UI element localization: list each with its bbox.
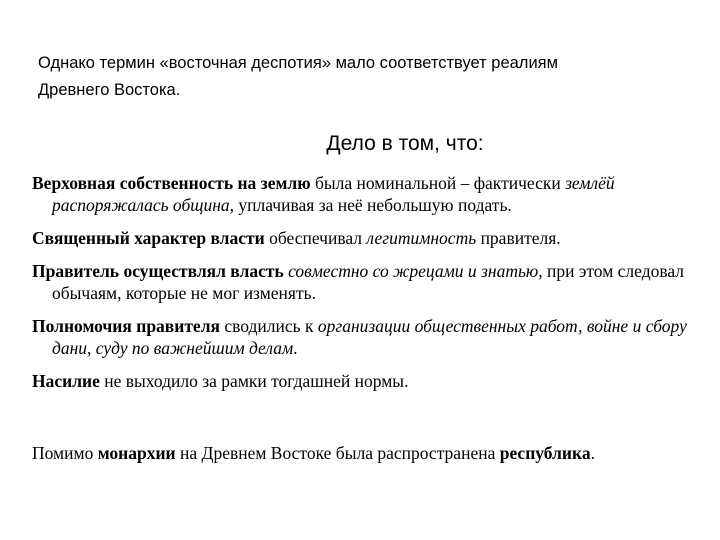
- list-item: [32, 227, 692, 249]
- item-bold-term: Верховная собственность на землю: [32, 173, 311, 193]
- footer-text: на Древнем Востоке была распространена: [175, 443, 500, 463]
- list-item: [32, 315, 692, 359]
- item-text: правителя.: [476, 228, 561, 248]
- item-text: .: [293, 338, 298, 358]
- intro-line: Древнего Востока.: [38, 81, 181, 99]
- item-bold-term: Правитель осуществлял власть: [32, 261, 284, 281]
- footer-bold-term: монархии: [97, 443, 176, 463]
- item-bold-term: Полномочия правителя: [32, 316, 220, 336]
- item-italic-text: организации общественных работ, войне и сбору дани, суду по важнейшим делам: [52, 316, 687, 358]
- footer-paragraph: [32, 442, 702, 464]
- item-italic-text: землёй распоряжалась община: [52, 173, 615, 215]
- statement-list: [32, 172, 692, 403]
- footer-text: Помимо: [32, 443, 98, 463]
- item-bold-term: Насилие: [32, 371, 100, 391]
- subtitle: [0, 130, 720, 158]
- item-italic-text: легитимность: [366, 228, 477, 248]
- list-item: [32, 260, 692, 304]
- item-text: , уплачивая за неё небольшую подать.: [229, 195, 512, 215]
- list-item: [32, 172, 692, 216]
- item-text: не выходило за рамки тогдашней нормы.: [99, 371, 409, 391]
- item-text: при этом следовал обычаям, которые не мог изменять.: [52, 261, 685, 303]
- footer-bold-term: республика: [499, 443, 591, 463]
- intro-line: Однако термин «восточная деспотия» мало соответствует реалиям: [38, 54, 558, 72]
- item-text: была номинальной – фактически: [310, 173, 566, 193]
- list-item: [32, 370, 692, 392]
- intro-paragraph: [38, 50, 678, 104]
- item-text: обеспечивал: [264, 228, 367, 248]
- item-text: сводились к: [219, 316, 318, 336]
- item-bold-term: Священный характер власти: [32, 228, 265, 248]
- item-italic-text: совместно со жрецами и знатью,: [288, 261, 543, 281]
- subtitle-text: Дело в том, что:: [326, 132, 484, 155]
- footer-text: .: [590, 443, 595, 463]
